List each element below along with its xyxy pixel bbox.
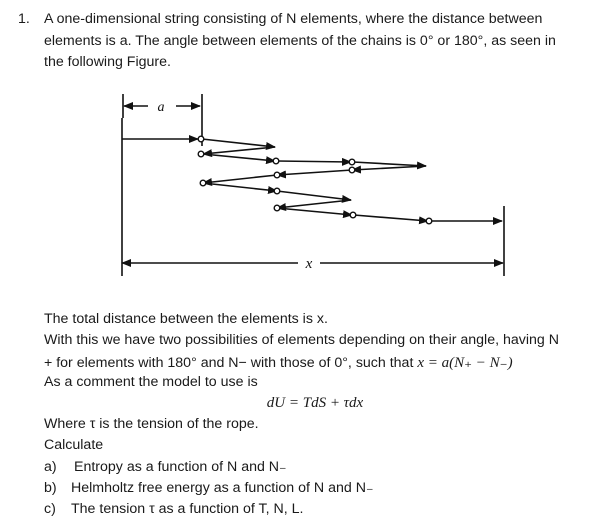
task-a-marker: a) <box>44 459 57 475</box>
body-line-3-text: + for elements with 180° and N− with those of 0°, such that <box>44 355 414 371</box>
label-a: a <box>157 100 165 115</box>
inline-formula: x = a(N₊ − N₋) <box>417 355 513 371</box>
task-b-text: Helmholtz free energy as a function of N and N₋ <box>71 480 374 496</box>
task-c-marker: c) <box>44 501 56 517</box>
body-line-2: With this we have two possibilities of elements depending on their angle, having N <box>44 332 559 348</box>
body-line-3 <box>44 353 513 372</box>
task-a-text: Entropy as a function of N and N₋ <box>74 459 287 475</box>
problem-number: 1. <box>18 11 30 27</box>
intro-line-1: A one-dimensional string consisting of N elements, where the distance between <box>44 11 543 27</box>
chain-figure <box>0 88 606 288</box>
body-line-1: The total distance between the elements is x. <box>44 311 328 327</box>
intro-line-3: the following Figure. <box>44 54 171 70</box>
energy-equation: dU = TdS + τdx <box>266 395 364 411</box>
comment-line: As a comment the model to use is <box>44 374 258 390</box>
calculate-label: Calculate <box>44 437 104 453</box>
task-b-marker: b) <box>44 480 57 496</box>
label-x: x <box>305 256 313 272</box>
intro-line-2: elements is a. The angle between elements of the chains is 0° or 180°, as seen in <box>44 33 556 49</box>
task-c-text: The tension τ as a function of T, N, L. <box>71 501 304 517</box>
where-line: Where τ is the tension of the rope. <box>44 416 259 432</box>
